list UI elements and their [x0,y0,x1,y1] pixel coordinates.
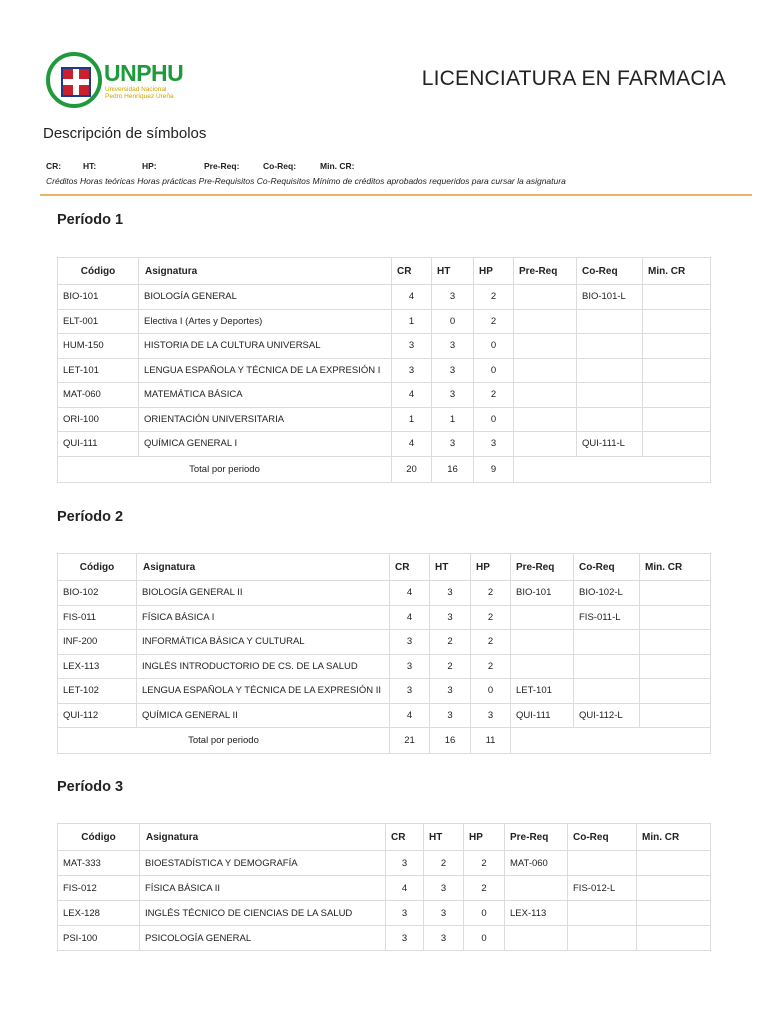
table-cell: 2 [464,851,505,876]
table-row [58,432,711,457]
table-cell: LEX-128 [58,901,140,926]
table-cell: 3 [474,432,514,457]
table-cell: INGLÉS TÉCNICO DE CIENCIAS DE LA SALUD [140,901,386,926]
column-header: Asignatura [137,554,390,581]
table-cell: 0 [432,309,474,334]
table-cell [640,654,711,679]
table-cell: LEX-113 [58,654,137,679]
table-cell: 2 [471,654,511,679]
table-cell: 2 [471,605,511,630]
table-row [58,703,711,728]
table-header-row [58,824,711,851]
symbol-key: CR: [46,161,62,171]
table-cell: ORI-100 [58,407,139,432]
table-cell: 0 [474,407,514,432]
table-cell [643,407,711,432]
table-cell: 1 [432,407,474,432]
table-row [58,358,711,383]
table-cell: 3 [430,703,471,728]
table-cell: 0 [464,926,505,951]
table-cell: 4 [390,581,430,606]
total-empty-cell [511,728,711,754]
total-value: 11 [471,728,511,754]
table-cell: 3 [430,679,471,704]
table-cell: 3 [386,901,424,926]
total-value: 21 [390,728,430,754]
table-cell: QUI-111 [511,703,574,728]
column-header: CR [386,824,424,851]
table-cell: 0 [464,901,505,926]
table-cell: 2 [424,851,464,876]
period-title: Período 2 [57,509,124,525]
period-table [57,553,711,754]
total-row [58,728,711,754]
table-cell: MATEMÁTICA BÁSICA [139,383,392,408]
symbol-key: Co-Req: [263,161,297,171]
total-empty-cell [514,456,711,482]
table-cell: 3 [432,285,474,310]
page-header [0,0,768,120]
table-cell [637,901,711,926]
symbol-desc: Créditos [46,176,78,186]
total-value: 9 [474,456,514,482]
table-cell: HISTORIA DE LA CULTURA UNIVERSAL [139,334,392,359]
table-cell: 0 [474,334,514,359]
logo-subtitle-line-1: Universidad Nacional [105,86,167,93]
table-cell: 3 [386,926,424,951]
table-cell: BIOLOGÍA GENERAL II [137,581,390,606]
column-header: Código [58,824,140,851]
table-cell: 1 [392,309,432,334]
symbol-key: HP: [142,161,157,171]
symbols-title: Descripción de símbolos [43,125,207,142]
table-row [58,605,711,630]
table-cell: BIO-101 [511,581,574,606]
table-cell [568,851,637,876]
table-cell: 3 [390,654,430,679]
symbol-desc: Pre-Requisitos [198,176,255,186]
table-cell [637,851,711,876]
table-row [58,581,711,606]
table-cell [514,432,577,457]
symbol-desc: Horas prácticas [137,176,197,186]
table-cell [505,876,568,901]
total-label: Total por periodo [58,456,392,482]
table-cell: FIS-012-L [568,876,637,901]
table-cell: 0 [474,358,514,383]
table-cell [514,285,577,310]
table-cell: QUI-111-L [577,432,643,457]
table-cell [514,334,577,359]
table-cell: ELT-001 [58,309,139,334]
table-cell: MAT-060 [505,851,568,876]
table-cell: 4 [390,703,430,728]
table-cell: 3 [430,605,471,630]
period-title: Período 1 [57,212,124,228]
table-cell: INFORMÁTICA BÁSICA Y CULTURAL [137,630,390,655]
table-row [58,851,711,876]
symbol-key: Min. CR: [320,161,355,171]
table-cell: INGLÉS INTRODUCTORIO DE CS. DE LA SALUD [137,654,390,679]
table-cell: QUI-112-L [574,703,640,728]
table-cell: 3 [471,703,511,728]
table-row [58,679,711,704]
table-cell [511,654,574,679]
table-cell: 3 [424,926,464,951]
table-cell: 3 [430,581,471,606]
table-cell [514,407,577,432]
column-header: Código [58,258,139,285]
column-header: HP [464,824,505,851]
unphu-logo [46,50,206,120]
table-cell: 4 [392,383,432,408]
column-header: Co-Req [568,824,637,851]
table-cell: 3 [432,334,474,359]
table-cell [574,654,640,679]
table-cell: 4 [392,285,432,310]
logo-name: UNPHU [104,60,184,86]
table-row [58,383,711,408]
table-cell: QUÍMICA GENERAL I [139,432,392,457]
table-cell: BIOLOGÍA GENERAL [139,285,392,310]
logo-subtitle [105,86,174,100]
column-header: Pre-Req [514,258,577,285]
university-seal-icon [46,52,102,108]
table-cell: BIO-102-L [574,581,640,606]
table-cell [577,383,643,408]
table-cell [643,358,711,383]
period-table [57,823,711,951]
table-cell [577,309,643,334]
table-cell: LET-102 [58,679,137,704]
table-row [58,926,711,951]
symbol-key: Pre-Req: [204,161,240,171]
table-cell: FÍSICA BÁSICA I [137,605,390,630]
table-cell: 4 [386,876,424,901]
table-cell: 3 [386,851,424,876]
table-cell: LENGUA ESPAÑOLA Y TÉCNICA DE LA EXPRESIÓN I [139,358,392,383]
table-cell: 2 [474,383,514,408]
table-cell: LET-101 [58,358,139,383]
table-row [58,334,711,359]
period-title: Período 3 [57,779,124,795]
table-cell: 0 [471,679,511,704]
table-cell [643,432,711,457]
table-cell: 3 [432,358,474,383]
table-cell [577,358,643,383]
column-header: Min. CR [637,824,711,851]
total-value: 16 [430,728,471,754]
table-cell: 3 [390,630,430,655]
table-row [58,654,711,679]
table-cell [640,679,711,704]
table-cell: 3 [392,358,432,383]
table-cell: 3 [390,679,430,704]
table-cell: HUM-150 [58,334,139,359]
table-cell [637,876,711,901]
table-cell [637,926,711,951]
column-header: Co-Req [577,258,643,285]
table-cell: MAT-060 [58,383,139,408]
table-cell: QUI-112 [58,703,137,728]
table-cell: 3 [424,876,464,901]
column-header: Co-Req [574,554,640,581]
table-cell: LENGUA ESPAÑOLA Y TÉCNICA DE LA EXPRESIÓN II [137,679,390,704]
table-cell: 3 [432,432,474,457]
table-cell: LET-101 [511,679,574,704]
table-cell [514,309,577,334]
symbols-descriptions [46,176,566,186]
column-header: Pre-Req [505,824,568,851]
table-cell [643,334,711,359]
table-row [58,901,711,926]
table-cell [577,407,643,432]
table-cell: 4 [390,605,430,630]
table-cell: 2 [471,581,511,606]
column-header: Min. CR [643,258,711,285]
column-header: HT [430,554,471,581]
table-cell: MAT-333 [58,851,140,876]
table-row [58,630,711,655]
table-cell [511,630,574,655]
table-row [58,407,711,432]
column-header: Asignatura [140,824,386,851]
total-value: 16 [432,456,474,482]
table-cell [514,358,577,383]
symbol-desc: Horas teóricas [80,176,135,186]
column-header: CR [392,258,432,285]
table-header-row [58,258,711,285]
period-table [57,257,711,483]
table-cell: 4 [392,432,432,457]
table-cell [640,703,711,728]
table-cell: QUI-111 [58,432,139,457]
table-cell: 2 [430,630,471,655]
table-row [58,876,711,901]
symbol-key: HT: [83,161,97,171]
table-cell [640,630,711,655]
table-cell: FIS-011-L [574,605,640,630]
symbol-desc: Mínimo de créditos aprobados requeridos para cursar la asignatura [312,176,566,186]
table-row [58,285,711,310]
table-cell: BIO-101-L [577,285,643,310]
table-cell: 2 [474,285,514,310]
symbols-keys [46,161,354,171]
total-value: 20 [392,456,432,482]
column-header: HT [424,824,464,851]
table-cell: QUÍMICA GENERAL II [137,703,390,728]
table-cell: PSICOLOGÍA GENERAL [140,926,386,951]
column-header: HP [474,258,514,285]
table-cell: 2 [471,630,511,655]
table-cell: 3 [392,334,432,359]
table-cell: LEX-113 [505,901,568,926]
table-cell: 1 [392,407,432,432]
table-cell: 2 [430,654,471,679]
section-divider [40,194,752,196]
table-cell: FIS-011 [58,605,137,630]
column-header: Pre-Req [511,554,574,581]
table-cell [574,679,640,704]
column-header: Código [58,554,137,581]
table-cell: ORIENTACIÓN UNIVERSITARIA [139,407,392,432]
table-cell: 2 [474,309,514,334]
total-label: Total por periodo [58,728,390,754]
table-cell [643,309,711,334]
column-header: Asignatura [139,258,392,285]
table-cell [640,581,711,606]
table-cell [640,605,711,630]
total-row [58,456,711,482]
symbol-desc: Co-Requisitos [256,176,311,186]
program-title: LICENCIATURA EN FARMACIA [421,67,726,90]
table-cell [643,285,711,310]
table-cell: INF-200 [58,630,137,655]
table-cell: 3 [424,901,464,926]
table-cell [577,334,643,359]
table-cell: BIO-102 [58,581,137,606]
column-header: Min. CR [640,554,711,581]
table-header-row [58,554,711,581]
table-cell [568,926,637,951]
table-cell: FÍSICA BÁSICA II [140,876,386,901]
table-cell [505,926,568,951]
table-cell: BIO-101 [58,285,139,310]
table-cell: FIS-012 [58,876,140,901]
table-cell: BIOESTADÍSTICA Y DEMOGRAFÍA [140,851,386,876]
column-header: CR [390,554,430,581]
table-cell: Electiva I (Artes y Deportes) [139,309,392,334]
table-cell: PSI-100 [58,926,140,951]
table-row [58,309,711,334]
table-cell: 2 [464,876,505,901]
table-cell [568,901,637,926]
column-header: HP [471,554,511,581]
table-cell [511,605,574,630]
table-cell [574,630,640,655]
logo-subtitle-line-2: Pedro Henríquez Ureña [105,93,174,100]
table-cell [643,383,711,408]
table-cell: 3 [432,383,474,408]
column-header: HT [432,258,474,285]
table-cell [514,383,577,408]
